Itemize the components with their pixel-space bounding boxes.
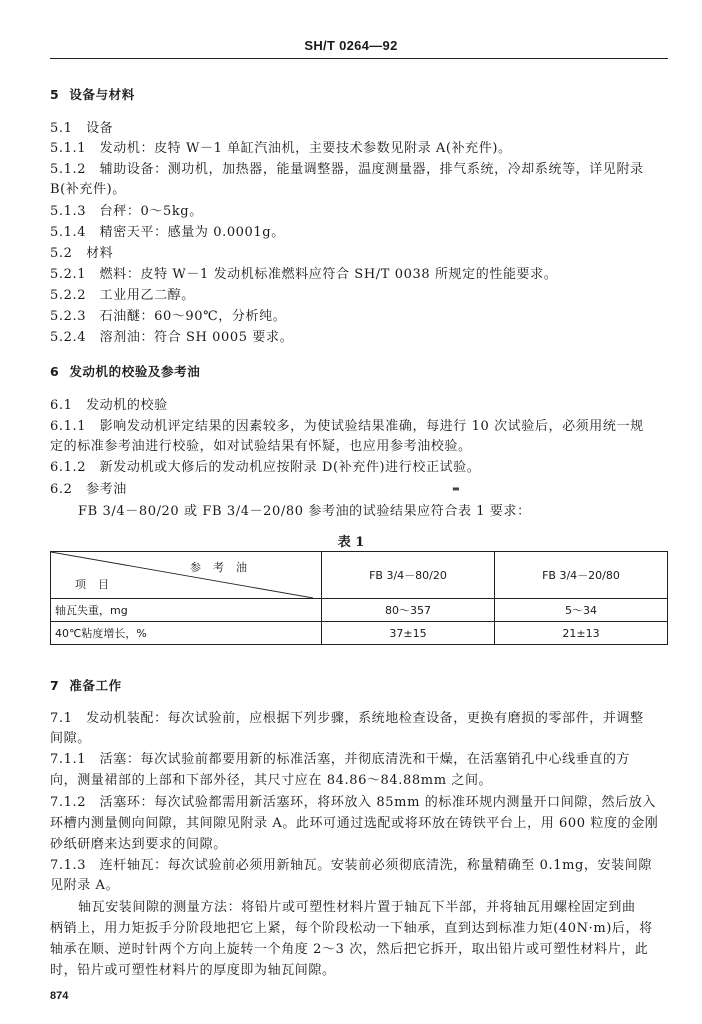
paragraph-line: 7.1.1 活塞：每次试验前都要用新的标准活塞，并彻底清洗和干燥，在活塞销孔中心线垂直的方: [50, 752, 631, 767]
paragraph-line: 6.2 参考油: [50, 482, 127, 497]
paragraph-line: FB 3/4－80/20 或 FB 3/4－20/80 参考油的试验结果应符合表 1 要求：: [78, 504, 531, 519]
paragraph-line: 6.1.1 影响发动机评定结果的因素较多，为使试验结果准确，每进行 10 次试验后，必须用统一规: [50, 419, 644, 434]
column-group-label: 参考油: [190, 561, 259, 574]
paragraph-line: 定的标准参考油进行校验，如对试验结果有怀疑，也应用参考油校验。: [50, 439, 472, 454]
paragraph-line: 5.1.1 发动机：皮特 W－1 单缸汽油机，主要技术参数见附录 A(补充件)。: [50, 141, 512, 156]
section-7-heading: [50, 677, 670, 695]
table-cell: 5～34: [495, 599, 668, 622]
paragraph-line: 7.1 发动机装配：每次试验前，应根据下列步骤，系统地检查设备，更换有磨损的零部件，并调整: [50, 711, 644, 726]
paragraph-line: 5.2.1 燃料：皮特 W－1 发动机标准燃料应符合 SH/T 0038 所规定的性能要求。: [50, 267, 558, 282]
standard-code-header: SH/T 0264—92: [304, 38, 398, 53]
table-cell: 80～357: [322, 599, 495, 622]
table-caption: 表 1: [337, 535, 365, 550]
reference-oil-table: [50, 551, 668, 645]
table-cell: 37±15: [322, 622, 495, 645]
paragraph-line: B(补充件)。: [50, 182, 126, 197]
paragraph-line: 5.2.4 溶剂油：符合 SH 0005 要求。: [50, 330, 294, 345]
paragraph-line: 5.1.3 台秤：0～5kg。: [50, 204, 203, 219]
section-title: 准备工作: [69, 678, 122, 693]
section-6-heading: [50, 363, 670, 381]
column-header: FB 3/4－20/80: [495, 552, 668, 599]
section-title: 发动机的校验及参考油: [69, 364, 201, 379]
paragraph-line: 砂纸研磨来达到要求的间隙。: [50, 837, 227, 852]
row-group-label: 项目: [75, 578, 121, 591]
scan-speck: ▬: [452, 484, 460, 493]
paragraph-line: 5.1.4 精密天平：感量为 0.0001g。: [50, 225, 285, 240]
column-header: FB 3/4－80/20: [322, 552, 495, 599]
paragraph-line: 7.1.2 活塞环：每次试验都需用新活塞环，将环放入 85mm 的标准环规内测量开口间隙，然后放入: [50, 795, 656, 810]
paragraph-line: 柄销上，用力矩扳手分阶段地把它上紧，每个阶段松动一下轴承，直到达到标准力矩(40N·m)后，将: [50, 921, 653, 936]
table-row: [51, 622, 668, 645]
section-number: 7: [50, 678, 60, 693]
paragraph-line: 5.2.3 石油醚：60～90℃，分析纯。: [50, 309, 287, 324]
table-corner-cell: [51, 552, 322, 599]
paragraph-line: 时，铅片或可塑性材料片的厚度即为轴瓦间隙。: [50, 963, 336, 978]
paragraph-line: 5.2.2 工业用乙二醇。: [50, 288, 195, 303]
paragraph-line: 间隙。: [50, 731, 91, 746]
table-row: [51, 599, 668, 622]
row-label: 40℃粘度增长，%: [51, 622, 322, 645]
section-title: 设备与材料: [69, 87, 135, 102]
paragraph-line: 轴承在顺、逆时针两个方向上旋转一个角度 2～3 次，然后把它拆开，取出铅片或可塑性材料片，此: [50, 942, 649, 957]
paragraph-line: 见附录 A。: [50, 878, 120, 893]
row-label: 轴瓦失重，mg: [51, 599, 322, 622]
section-number: 5: [50, 87, 60, 102]
paragraph-line: 5.1 设备: [50, 121, 114, 136]
paragraph-line: 5.1.2 辅助设备：测功机，加热器，能量调整器，温度测量器，排气系统，冷却系统等，详见附录: [50, 162, 644, 177]
paragraph-line: 6.1 发动机的校验: [50, 398, 168, 413]
paragraph-line: 6.1.2 新发动机或大修后的发动机应按附录 D(补充件)进行校正试验。: [50, 460, 481, 475]
header-rule: [50, 58, 668, 59]
section-5-heading: [50, 86, 670, 104]
table-cell: 21±13: [495, 622, 668, 645]
section-number: 6: [50, 364, 60, 379]
page-number: 874: [50, 990, 69, 1002]
table-header-row: [51, 552, 668, 599]
paragraph-line: 7.1.3 连杆轴瓦：每次试验前必须用新轴瓦。安装前必须彻底清洗，称量精确至 0.1mg，安装间隙: [50, 858, 652, 873]
paragraph-line: 5.2 材料: [50, 246, 114, 261]
paragraph-line: 向，测量裙部的上部和下部外径，其尺寸应在 84.86～84.88mm 之间。: [50, 773, 493, 788]
paragraph-line: 环槽内测量侧向间隙，其间隙见附录 A。此环可通过选配或将环放在铸铁平台上，用 600 粒度的金刚: [50, 816, 659, 831]
paragraph-line: 轴瓦安装间隙的测量方法：将铅片或可塑性材料片置于轴瓦下半部，并将轴瓦用螺栓固定到曲: [78, 900, 636, 915]
